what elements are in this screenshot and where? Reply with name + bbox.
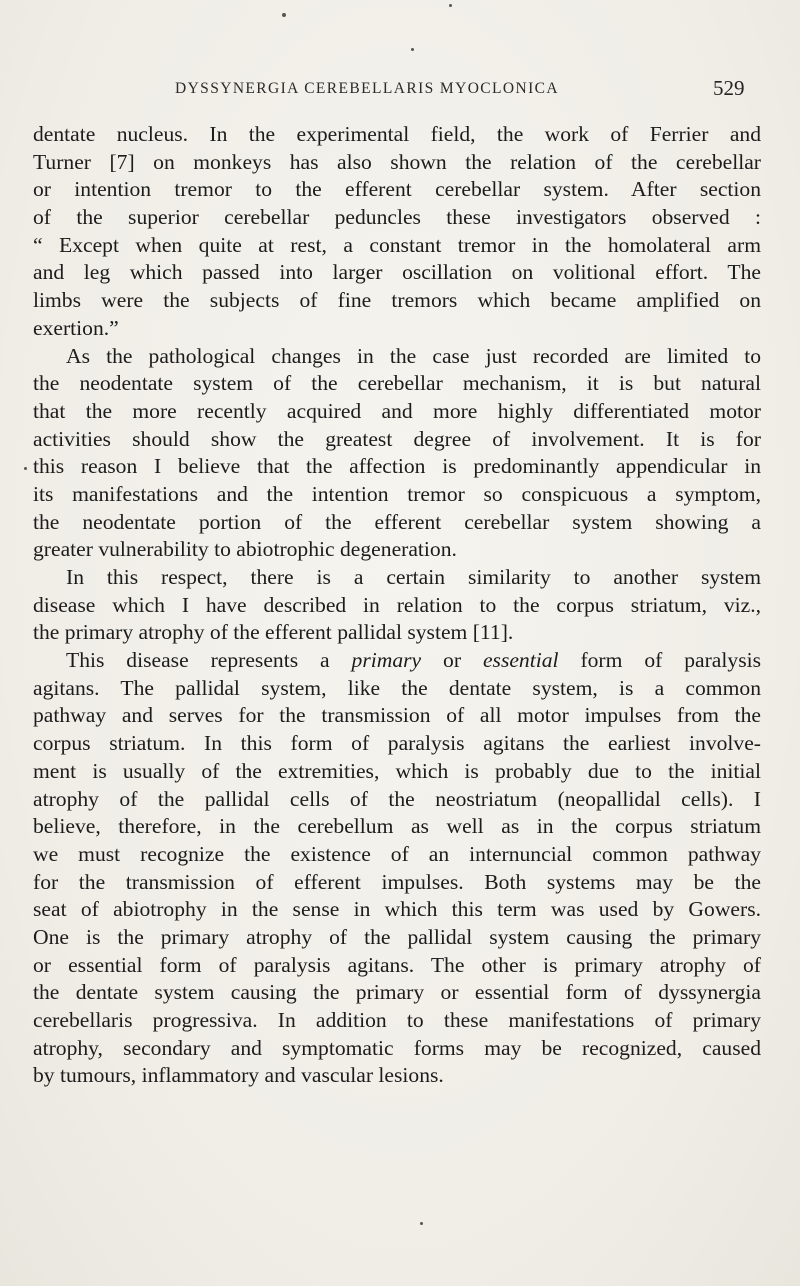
paragraph-4	[33, 647, 761, 1090]
text-line: As the pathological changes in the case just recorded are limited to	[66, 343, 761, 368]
print-speck	[24, 467, 27, 470]
text-line: the neodentate system of the cerebellar mechanism, it is but natural	[33, 371, 761, 396]
text-line: dentate nucleus. In the experimental field, the work of Ferrier and	[33, 122, 761, 146]
text-line: its manifestations and the intention tremor so conspicuous a symptom,	[33, 481, 761, 506]
text-line: greater vulnerability to abiotrophic degeneration.	[33, 537, 457, 562]
text-line: corpus striatum. In this form of paralysis agitans the earliest involve-	[33, 731, 761, 756]
text-line: “ Except when quite at rest, a constant tremor in the homolateral arm	[33, 232, 761, 257]
text-line: we must recognize the existence of an internuncial common pathway	[33, 841, 761, 866]
text-line: or intention tremor to the efferent cerebellar system. After section	[33, 177, 761, 202]
text-line: atrophy of the pallidal cells of the neostriatum (neopallidal cells). I	[33, 786, 761, 811]
text-line: Turner [7] on monkeys has also shown the relation of the cerebellar	[33, 149, 761, 174]
print-speck	[282, 13, 286, 17]
paragraph-2	[33, 343, 761, 565]
text-line: ment is usually of the extremities, which is probably due to the initial	[33, 758, 761, 783]
text-line: disease which I have described in relation to the corpus striatum, viz.,	[33, 592, 761, 617]
text-line	[33, 647, 761, 675]
text-line: this reason I believe that the affection is predominantly appendicular in	[33, 454, 761, 479]
text-line: pathway and serves for the transmission of all motor impulses from the	[33, 703, 761, 728]
text-line: for the transmission of efferent impulses. Both systems may be the	[33, 869, 761, 894]
running-title: DYSSYNERGIA CEREBELLARIS MYOCLONICA	[175, 80, 559, 97]
text-line: by tumours, inflammatory and vascular lesions.	[33, 1063, 444, 1088]
page-header	[0, 76, 800, 102]
print-speck	[449, 4, 452, 7]
print-speck	[420, 1222, 423, 1225]
text-line: that the more recently acquired and more highly differentiated motor	[33, 398, 761, 423]
text-segment: form of paralysis	[558, 648, 761, 673]
text-line: the primary atrophy of the efferent pallidal system [11].	[33, 620, 514, 645]
page-number: 529	[713, 76, 745, 100]
paragraph-1	[33, 121, 761, 343]
text-line: the dentate system causing the primary or essential form of dyssynergia	[33, 980, 761, 1005]
italic-term: primary	[351, 648, 422, 673]
text-line: and leg which passed into larger oscillation on volitional effort. The	[33, 260, 761, 285]
text-line: atrophy, secondary and symptomatic forms may be recognized, caused	[33, 1035, 761, 1060]
italic-term: essential	[482, 648, 559, 673]
text-line: of the superior cerebellar peduncles these investigators observed :	[33, 205, 761, 230]
text-line: cerebellaris progressiva. In addition to these manifestations of primary	[33, 1008, 761, 1032]
text-line: the neodentate portion of the efferent cerebellar system showing a	[33, 509, 761, 534]
print-speck	[411, 48, 414, 51]
body-text	[33, 121, 761, 1090]
paragraph-3	[33, 564, 761, 647]
text-line: or essential form of paralysis agitans. The other is primary atrophy of	[33, 952, 761, 977]
text-segment: This disease represents a	[66, 648, 352, 673]
text-line: activities should show the greatest degree of involvement. It is for	[33, 426, 761, 451]
text-line: believe, therefore, in the cerebellum as well as in the corpus striatum	[33, 814, 761, 839]
text-line: seat of abiotrophy in the sense in which this term was used by Gowers.	[33, 897, 761, 922]
text-line: exertion.”	[33, 315, 119, 340]
text-line: One is the primary atrophy of the pallidal system causing the primary	[33, 924, 761, 949]
text-segment: or	[421, 648, 483, 673]
text-line: In this respect, there is a certain similarity to another system	[66, 565, 761, 589]
text-line: limbs were the subjects of fine tremors which became amplified on	[33, 288, 761, 313]
text-line: agitans. The pallidal system, like the dentate system, is a common	[33, 675, 761, 700]
